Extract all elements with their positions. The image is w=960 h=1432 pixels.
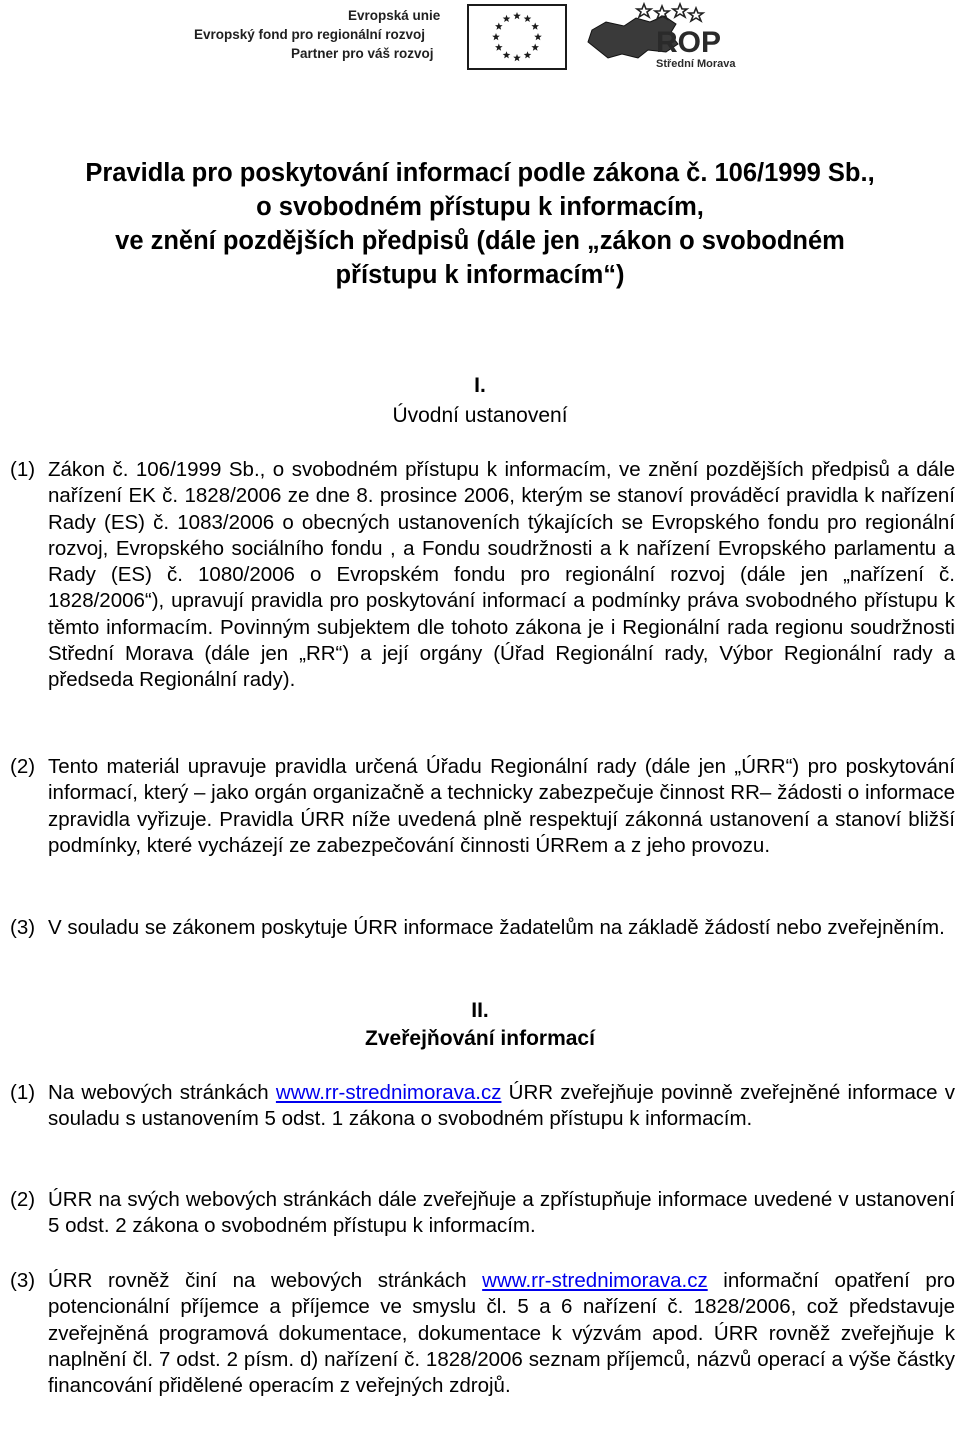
eu-logo-text (194, 6, 459, 63)
title-line-4: přístupu k informacím“) (335, 261, 625, 289)
section-2-paragraph-1 (10, 1080, 955, 1133)
paragraph-text: V souladu se zákonem poskytuje ÚRR informace žadatelům na základě žádostí nebo zveřejněním. (48, 916, 945, 939)
section-1-paragraph-2 (10, 754, 955, 859)
eu-line-2: Evropský fond pro regionální rozvoj (194, 27, 426, 42)
section-2-paragraph-2 (10, 1187, 955, 1240)
eu-line-1: Evropská unie (348, 8, 441, 23)
paragraph-number: (1) (10, 458, 36, 481)
paragraph-number: (3) (10, 916, 36, 939)
text-before-link: Na webových stránkách (48, 1081, 276, 1104)
title-line-1: Pravidla pro poskytování informací podle zákona č. 106/1999 Sb., (85, 159, 875, 187)
title-line-2: o svobodném přístupu k informacím, (256, 193, 704, 221)
section-2-paragraph-3 (10, 1268, 955, 1399)
section-1-heading: Úvodní ustanovení (392, 404, 568, 427)
rop-text: ROP (656, 26, 722, 59)
document-title (0, 156, 960, 292)
rop-region-text: Střední Morava (656, 58, 736, 70)
page-header (0, 0, 960, 80)
text-after-link: ÚRR zveřejňuje povinně zveřejněné informace v souladu s ustanovením 5 odst. 1 zákona o svobodném přístupu k informacím. (48, 1081, 955, 1131)
paragraph-text: Tento materiál upravuje pravidla určená Úřadu Regionální rady (dále jen „ÚRR“) pro poskytování informací, který – jako orgán organizačně a technicky zabezpečuje činnost RR– žádosti o informace zpravidla vyřizuje. Pravidla ÚRR níže uvedená plně respektují zákonná ustanovení a stanoví bližší podmínky, které vycházejí ze zabezpečování činnosti ÚRRem a z jeho provozu. (48, 755, 955, 857)
section-2-number: II. (471, 999, 489, 1022)
section-1-number: I. (474, 374, 486, 397)
paragraph-text: ÚRR na svých webových stránkách dále zveřejňuje a zpřístupňuje informace uvedené v ustanovení 5 odst. 2 zákona o svobodném přístupu k informacím. (48, 1188, 955, 1238)
paragraph-number: (2) (10, 755, 36, 778)
rop-logo-icon (578, 0, 758, 74)
eu-line-3: Partner pro váš rozvoj (291, 46, 434, 61)
paragraph-text (48, 1268, 955, 1399)
paragraph-number: (1) (10, 1081, 36, 1104)
text-before-link: ÚRR rovněž činí na webových stránkách (48, 1269, 483, 1292)
paragraph-text (48, 1080, 955, 1133)
paragraph-number: (3) (10, 1269, 36, 1292)
eu-flag-icon (467, 4, 567, 70)
section-2-heading: Zveřejňování informací (365, 1027, 595, 1050)
paragraph-number: (2) (10, 1188, 36, 1211)
website-link[interactable]: www.rr-strednimorava.cz (275, 1081, 502, 1104)
paragraph-text: Zákon č. 106/1999 Sb., o svobodném přístupu k informacím, ve znění pozdějších předpisů a dále nařízení EK č. 1828/2006 ze dne 8. prosince 2006, kterým se stanoví prováděcí pravidla k nařízení Rady (ES) č. 1083/2006 o obecných ustanoveních týkajících se Evropského fondu pro regionální rozvoj, Evropského sociálního fondu , a Fondu soudržnosti a k nařízení Evropského parlamentu a Rady (ES) č. 1080/2006 o Evropském fondu pro regionální rozvoj (dále jen „nařízení č. 1828/2006“), upravují pravidla pro poskytování informací a podmínky práva svobodného přístupu k těmto informacím. Povinným subjektem dle tohoto zákona je i Regionální rada regionu soudržnosti Střední Morava (dále jen „RR“) a její orgány (Úřad Regionální rady, Výbor Regionální rady a předseda Regionální rady). (48, 458, 955, 692)
title-line-3: ve znění pozdějších předpisů (dále jen „zákon o svobodném (115, 227, 845, 255)
website-link[interactable]: www.rr-strednimorava.cz (482, 1269, 708, 1292)
text-after-link: informační opatření pro potencionální příjemce a příjemce ve smyslu čl. 5 a 6 nařízení č. 1828/2006, což představuje zveřejněná programová dokumentace, dokumentace k výzvám apod. ÚRR rovněž zveřejňuje k naplnění čl. 7 odst. 2 písm. d) nařízení č. 1828/2006 seznam příjemců, názvů operací a výše částky financování přidělené operacím z veřejných zdrojů. (48, 1269, 955, 1398)
section-1-paragraph-1 (10, 457, 955, 694)
section-1-paragraph-3 (10, 915, 955, 941)
